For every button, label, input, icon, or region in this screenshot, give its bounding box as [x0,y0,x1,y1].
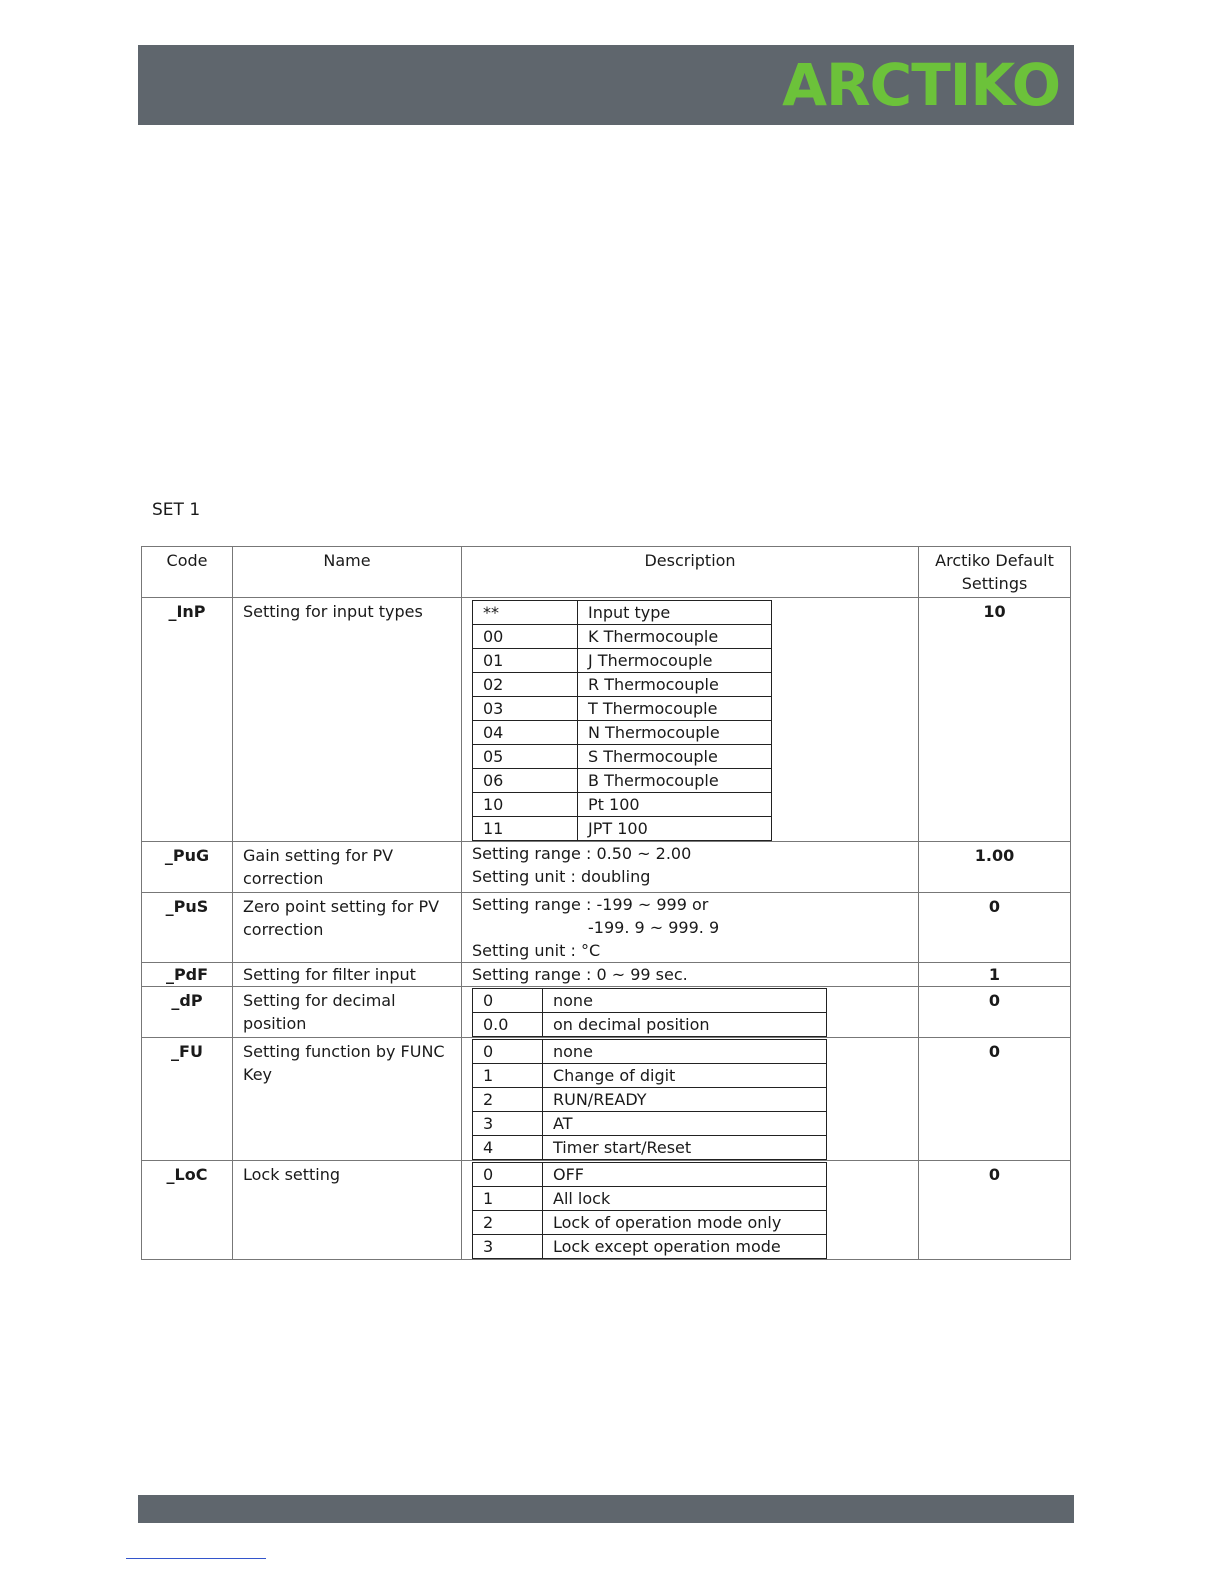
section-title: SET 1 [152,500,201,520]
sub-label: Timer start/Reset [543,1136,827,1160]
desc-line: Setting range : 0 ~ 99 sec. [472,965,688,984]
sub-label: Lock except operation mode [543,1235,827,1259]
default-cell: 1.00 [919,842,1071,893]
sub-code: 05 [473,745,578,769]
sub-label: AT [543,1112,827,1136]
settings-table [141,546,1071,1260]
sub-label: S Thermocouple [578,745,772,769]
description-cell [462,598,919,842]
sub-label: none [543,989,827,1013]
sub-row [473,769,772,793]
desc-line: Setting range : 0.50 ~ 2.00 [472,844,692,863]
default-cell: 1 [919,963,1071,987]
sub-row [473,1064,827,1088]
sub-row [473,1211,827,1235]
sub-label: RUN/READY [543,1088,827,1112]
header-bar [138,45,1074,125]
sub-code: 10 [473,793,578,817]
sub-row [473,1088,827,1112]
name-cell: Setting for filter input [233,963,462,987]
name-cell: Gain setting for PV correction [233,842,462,893]
code-cell: _FU [142,1038,233,1161]
sub-code: 01 [473,649,578,673]
sub-label: T Thermocouple [578,697,772,721]
desc-line: -199. 9 ~ 999. 9 [588,918,720,937]
sub-code: 0 [473,1040,543,1064]
name-cell: Setting function by FUNC Key [233,1038,462,1161]
table-row [142,963,1071,987]
name-cell: Setting for input types [233,598,462,842]
sub-row [473,1112,827,1136]
func-key-table [472,1039,827,1160]
sub-label: Input type [578,601,772,625]
sub-label: JPT 100 [578,817,772,841]
description-cell [462,963,919,987]
sub-label: Pt 100 [578,793,772,817]
sub-code: 1 [473,1064,543,1088]
sub-code: 3 [473,1235,543,1259]
sub-code: 11 [473,817,578,841]
sub-code: 0.0 [473,1013,543,1037]
sub-label: R Thermocouple [578,673,772,697]
sub-label: All lock [543,1187,827,1211]
name-cell: Lock setting [233,1161,462,1260]
code-cell: _PuS [142,893,233,963]
desc-line: Setting range : -199 ~ 999 or [472,895,709,914]
sub-code: 2 [473,1088,543,1112]
sub-label: Lock of operation mode only [543,1211,827,1235]
header-description: Description [462,547,919,598]
sub-code: 00 [473,625,578,649]
sub-row [473,601,772,625]
sub-row [473,1163,827,1187]
code-cell: _InP [142,598,233,842]
code-cell: _dP [142,987,233,1038]
sub-label: on decimal position [543,1013,827,1037]
sub-code: 0 [473,1163,543,1187]
sub-code: 0 [473,989,543,1013]
table-row [142,893,1071,963]
default-cell: 0 [919,1038,1071,1161]
sub-label: J Thermocouple [578,649,772,673]
sub-row [473,625,772,649]
sub-label: K Thermocouple [578,625,772,649]
table-row [142,842,1071,893]
default-cell: 0 [919,893,1071,963]
sub-code: 06 [473,769,578,793]
table-row [142,598,1071,842]
header-code: Code [142,547,233,598]
sub-row [473,793,772,817]
sub-row [473,697,772,721]
sub-label: OFF [543,1163,827,1187]
code-cell: _LoC [142,1161,233,1260]
desc-line: Setting unit : doubling [472,867,651,886]
sub-row [473,745,772,769]
description-cell [462,987,919,1038]
sub-code: 1 [473,1187,543,1211]
decimal-table [472,988,827,1037]
sub-label: Change of digit [543,1064,827,1088]
sub-code: ** [473,601,578,625]
sub-row [473,1187,827,1211]
footer-bar [138,1495,1074,1523]
default-cell: 10 [919,598,1071,842]
description-cell [462,893,919,963]
table-header-row [142,547,1071,598]
desc-line: Setting unit : °C [472,941,601,960]
sub-row [473,721,772,745]
sub-row [473,1013,827,1037]
description-cell [462,842,919,893]
sub-row [473,673,772,697]
default-cell: 0 [919,1161,1071,1260]
sub-code: 03 [473,697,578,721]
code-cell: _PuG [142,842,233,893]
description-cell [462,1038,919,1161]
sub-row [473,817,772,841]
sub-label: N Thermocouple [578,721,772,745]
code-cell: _PdF [142,963,233,987]
sub-row [473,1040,827,1064]
sub-row [473,1136,827,1160]
sub-code: 02 [473,673,578,697]
table-row [142,1161,1071,1260]
lock-table [472,1162,827,1259]
footer-link-underline [126,1558,266,1559]
default-cell: 0 [919,987,1071,1038]
sub-row [473,989,827,1013]
sub-code: 2 [473,1211,543,1235]
table-row [142,987,1071,1038]
input-type-table [472,600,772,841]
arctiko-logo: ARCTIKO [782,51,1060,119]
sub-label: none [543,1040,827,1064]
sub-code: 3 [473,1112,543,1136]
sub-label: B Thermocouple [578,769,772,793]
sub-row [473,1235,827,1259]
name-cell: Setting for decimal position [233,987,462,1038]
header-name: Name [233,547,462,598]
sub-code: 04 [473,721,578,745]
description-cell [462,1161,919,1260]
table-row [142,1038,1071,1161]
sub-row [473,649,772,673]
header-default: Arctiko Default Settings [919,547,1071,598]
sub-code: 4 [473,1136,543,1160]
name-cell: Zero point setting for PV correction [233,893,462,963]
